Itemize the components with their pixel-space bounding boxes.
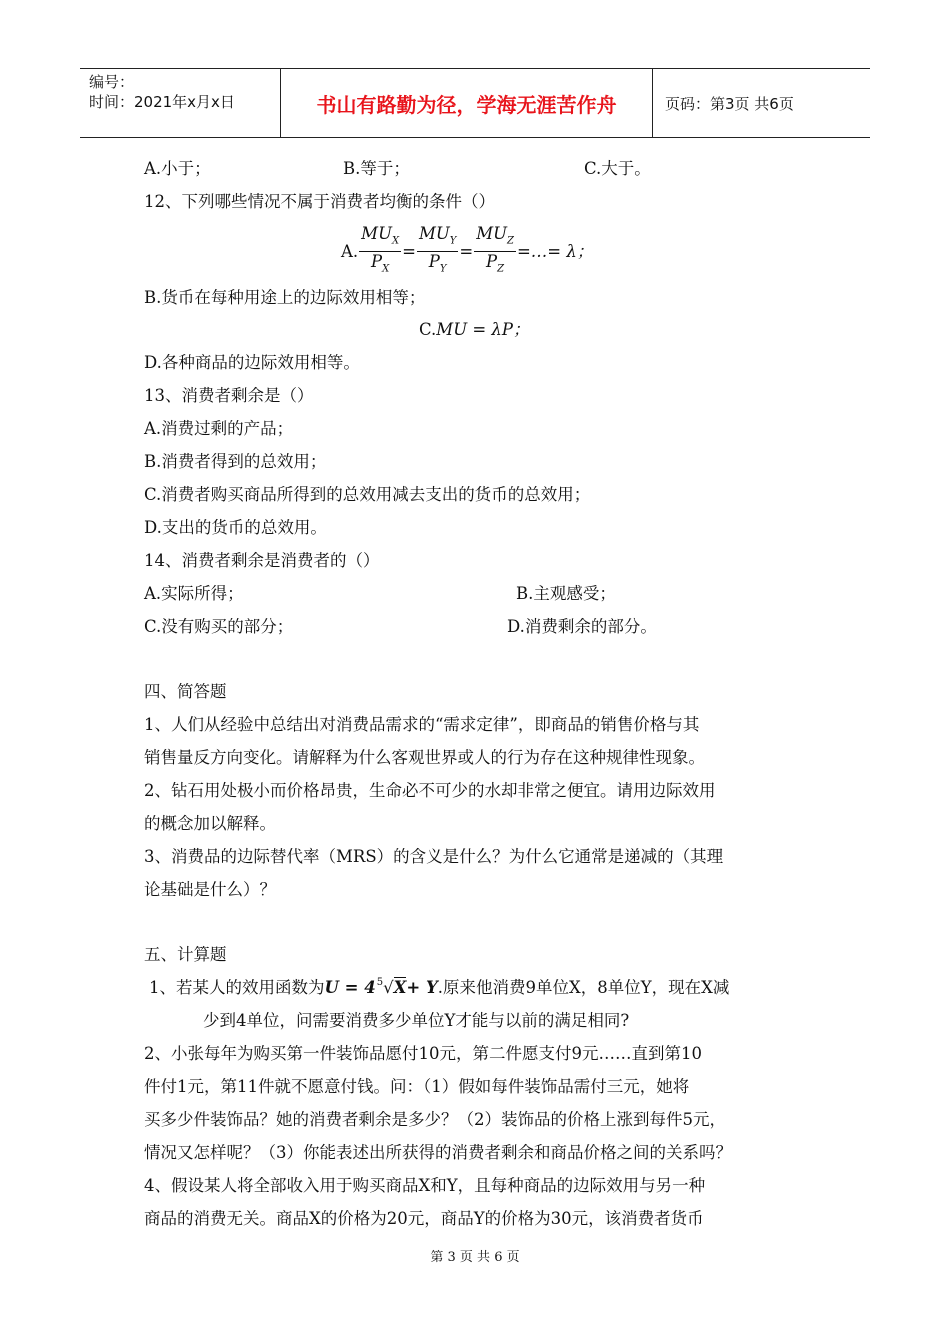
- page-header: [80, 68, 870, 138]
- q14-option-c: C.没有购买的部分；: [144, 617, 294, 636]
- fraction-z: $\frac{MU_Z}{P_Z}$: [476, 224, 514, 275]
- section5-title: 五、计算题: [144, 945, 227, 964]
- section4-q1-line1: 1、人们从经验中总结出对消费品需求的“需求定律”，即商品的销售价格与其: [144, 715, 700, 734]
- q13-option-a: A.消费过剩的产品；: [144, 419, 294, 438]
- section4-title: 四、简答题: [144, 682, 227, 701]
- q13-option-d: D.支出的货币的总效用。: [144, 518, 327, 537]
- section4-q1-line2: 销售量反方向变化。请解释为什么客观世界或人的行为存在这种规律性现象。: [144, 748, 705, 767]
- header-time-label: 时间：2021年x月x日: [89, 93, 235, 111]
- q11-option-b: B.等于；: [343, 159, 410, 178]
- q12-stem: 12、下列哪些情况不属于消费者均衡的条件（）: [144, 192, 495, 211]
- section5-q4-line2: 商品的消费无关。商品X的价格为20元，商品Y的价格为30元，该消费者货币: [144, 1209, 704, 1228]
- q11-option-a: A.小于；: [144, 159, 211, 178]
- q12-a-prefix: A.: [341, 241, 359, 261]
- q14-stem: 14、消费者剩余是消费者的（）: [144, 551, 380, 570]
- section5-q1-line1: 1、若某人的效用函数为$U = 4^5√X+ Y$.原来他消费9单位X，8单位Y，现在X减: [149, 977, 730, 997]
- section5-q2-line4: 情况又怎样呢？（3）你能表述出所获得的消费者剩余和商品价格之间的关系吗？: [144, 1143, 732, 1162]
- header-motto: 书山有路勤为径，学海无涯苦作舟: [281, 69, 653, 137]
- q12-option-c: C.MU = λP；: [419, 320, 530, 339]
- section4-q3-line2: 论基础是什么）？: [144, 880, 276, 899]
- section4-q2-line1: 2、钻石用处极小而价格昂贵，生命必不可少的水却非常之便宜。请用边际效用: [144, 781, 716, 800]
- q11-option-c: C.大于。: [584, 159, 651, 178]
- fraction-x: $\frac{MU_X}{P_X}$: [361, 224, 400, 275]
- page-footer: 第 3 页 共 6 页: [430, 1250, 520, 1265]
- q13-option-c: C.消费者购买商品所得到的总效用减去支出的货币的总效用；: [144, 485, 591, 504]
- section5-q2-line2: 件付1元，第11件就不愿意付钱。问：（1）假如每件装饰品需付三元，她将: [144, 1077, 690, 1096]
- section4-q2-line2: 的概念加以解释。: [144, 814, 276, 833]
- section5-q4-line1: 4、假设某人将全部收入用于购买商品X和Y，且每种商品的边际效用与另一种: [144, 1176, 706, 1195]
- fraction-y: $\frac{MU_Y}{P_Y}$: [418, 224, 457, 275]
- section4-q3-line1: 3、消费品的边际替代率（MRS）的含义是什么？为什么它通常是递减的（其理: [144, 847, 724, 866]
- section5-q1-line2: 少到4单位，问需要消费多少单位Y才能与以前的满足相同?: [203, 1011, 630, 1030]
- q14-option-b: B.主观感受；: [516, 584, 616, 603]
- q12-a-tail: =…= λ；: [516, 241, 594, 261]
- header-number-label: 编号：: [89, 73, 135, 91]
- section5-q2-line3: 买多少件装饰品？她的消费者剩余是多少？（2）装饰品的价格上涨到每件5元，: [144, 1110, 726, 1129]
- q12-option-b: B.货币在每种用途上的边际效用相等；: [144, 288, 426, 307]
- q13-option-b: B.消费者得到的总效用；: [144, 452, 327, 471]
- q12-option-a: A. $\frac{MU_X}{P_X}$ = $\frac{MU_Y}{P_Y}$ = $\frac{MU_Z}{P_Z}$ =…= λ；: [341, 224, 593, 280]
- header-page-label: 页码：第3页 共6页: [665, 94, 794, 113]
- section5-q2-line1: 2、小张每年为购买第一件装饰品愿付10元，第二件愿支付9元……直到第10: [144, 1044, 702, 1063]
- q12-option-d: D.各种商品的边际效用相等。: [144, 353, 360, 372]
- q14-option-d: D.消费剩余的部分。: [507, 617, 657, 636]
- q13-stem: 13、消费者剩余是（）: [144, 386, 314, 405]
- q14-option-a: A.实际所得；: [144, 584, 244, 603]
- header-meta: [80, 69, 281, 137]
